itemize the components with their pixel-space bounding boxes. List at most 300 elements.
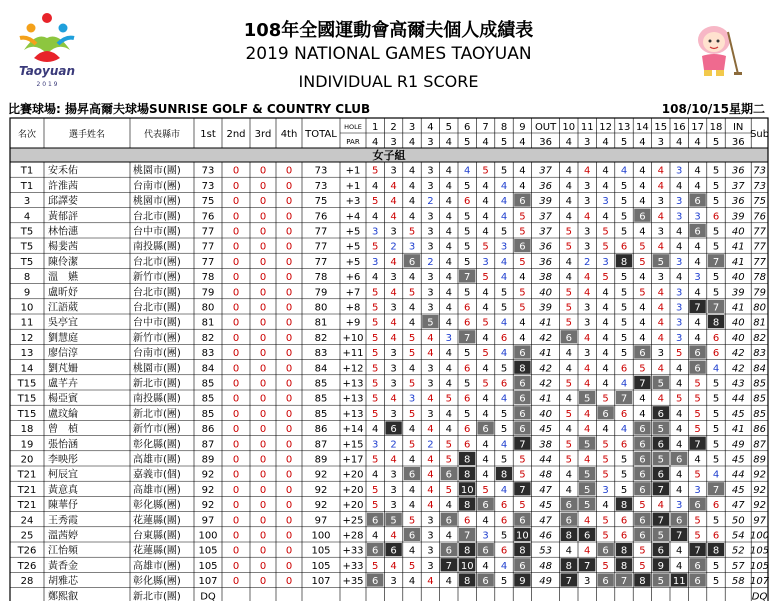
venue-label: 比賽球場: 揚昇高爾夫球場SUNRISE GOLF & COUNTRY CLUB xyxy=(8,102,371,116)
hole-score: 5 xyxy=(712,180,720,192)
hole-score: 4 xyxy=(482,469,489,481)
hole-score: 5 xyxy=(602,469,609,481)
hole-score: 5 xyxy=(602,226,609,238)
round-1-score: 77 xyxy=(201,226,215,238)
hole-score: 4 xyxy=(482,180,489,192)
hole-score: 4 xyxy=(427,454,434,466)
to-par: +17 xyxy=(342,454,364,466)
hole-score: 6 xyxy=(639,211,646,223)
hole-score: 4 xyxy=(657,287,664,299)
hole-score: 4 xyxy=(372,424,379,436)
hole-score: 4 xyxy=(657,211,664,223)
round-4-score: 0 xyxy=(285,500,293,512)
hole-score: 5 xyxy=(620,332,628,344)
hole-score: 3 xyxy=(584,302,591,314)
to-par: +9 xyxy=(345,317,361,329)
round-4-score: 0 xyxy=(285,226,293,238)
total-score: 85 xyxy=(314,378,328,390)
hole-score: 8 xyxy=(565,560,572,572)
player-rank: T15 xyxy=(17,408,37,420)
hole-score: 6 xyxy=(464,424,471,436)
player-city: 南投縣(團) xyxy=(133,393,181,405)
hole-score: 4 xyxy=(500,393,508,405)
hole-score: 4 xyxy=(482,408,489,420)
hole-score: 4 xyxy=(694,241,701,253)
in-score: 41 xyxy=(731,256,745,268)
hole-score: 3 xyxy=(482,256,489,268)
hole-score: 4 xyxy=(639,272,646,284)
hole-score: 4 xyxy=(620,165,628,177)
sub-total: 73 xyxy=(753,165,766,177)
out-score: 40 xyxy=(539,408,552,420)
hole-score: 5 xyxy=(620,287,628,299)
round-2-score: 0 xyxy=(232,256,240,268)
player-name: 許淮茜 xyxy=(48,180,78,192)
hole-score: 4 xyxy=(482,393,489,405)
total-score: 105 xyxy=(311,545,331,557)
hole-score: 5 xyxy=(427,317,434,329)
hole-score: 8 xyxy=(620,560,628,572)
hole-score: 4 xyxy=(712,469,720,481)
hole-score: 5 xyxy=(372,165,379,177)
hole-score: 7 xyxy=(464,332,471,344)
in-score: 58 xyxy=(731,576,745,588)
to-par: +10 xyxy=(342,332,364,344)
round-4-score: 0 xyxy=(285,211,293,223)
player-name: 邱譯荌 xyxy=(48,196,78,208)
hole-score: 4 xyxy=(657,317,664,329)
total-score: 85 xyxy=(314,408,328,420)
hole-score: 5 xyxy=(657,530,664,542)
in-score: 40 xyxy=(731,272,745,284)
player-city: 彰化縣(團) xyxy=(133,576,181,588)
player-rank: T21 xyxy=(17,469,37,481)
hole-score: 6 xyxy=(445,515,452,527)
hole-par: 3 xyxy=(584,137,591,148)
hole-par: 4 xyxy=(639,137,646,148)
hole-score: 4 xyxy=(565,469,572,481)
hole-score: 4 xyxy=(519,272,526,284)
to-par: +35 xyxy=(342,576,364,588)
total-score: 80 xyxy=(314,302,328,314)
hole-par: 4 xyxy=(602,137,609,148)
player-rank: 8 xyxy=(23,272,31,284)
to-par: +13 xyxy=(342,378,364,390)
hole-score: 5 xyxy=(712,515,720,527)
hole-score: 6 xyxy=(694,226,701,238)
hole-score: 5 xyxy=(694,469,701,481)
player-city: 南投縣(團) xyxy=(133,241,181,253)
player-name: 廖信淳 xyxy=(48,348,78,360)
hole-score: 5 xyxy=(500,408,508,420)
player-city: 新竹市(團) xyxy=(133,332,181,344)
col-header-round: 2nd xyxy=(226,129,246,140)
player-rank: 11 xyxy=(20,317,34,329)
hole-score: 6 xyxy=(500,545,508,557)
round-1-score: 89 xyxy=(201,454,215,466)
player-name: 林怡潓 xyxy=(48,226,78,238)
player-rank: 4 xyxy=(23,211,31,223)
hole-score: 6 xyxy=(482,576,489,588)
hole-score: 5 xyxy=(712,424,720,436)
hole-score: 5 xyxy=(620,317,628,329)
hole-score: 5 xyxy=(584,484,591,496)
round-4-score: 0 xyxy=(285,272,293,284)
hole-score: 4 xyxy=(427,393,434,405)
hole-score: 6 xyxy=(482,424,489,436)
hole-score: 5 xyxy=(372,500,379,512)
hole-score: 5 xyxy=(372,363,379,375)
player-rank: 25 xyxy=(20,530,34,542)
hole-score: 3 xyxy=(372,439,379,451)
round-3-score: 0 xyxy=(259,226,267,238)
hole-score: 4 xyxy=(445,226,452,238)
hole-score: 5 xyxy=(408,560,416,572)
to-par: +6 xyxy=(345,272,361,284)
total-score: 97 xyxy=(314,515,328,527)
round-2-score: 0 xyxy=(232,454,240,466)
hole-score: 4 xyxy=(584,515,591,527)
hole-score: 4 xyxy=(565,165,572,177)
round-1-score: 97 xyxy=(201,515,215,527)
out-score: 45 xyxy=(539,424,552,436)
sub-total: 85 xyxy=(753,408,766,420)
hole-number: 12 xyxy=(599,122,612,133)
hole-score: 8 xyxy=(464,545,471,557)
player-city: 高雄市(團) xyxy=(133,454,181,466)
hole-score: 6 xyxy=(712,348,720,360)
hole-score: 6 xyxy=(390,424,397,436)
round-3-score: 0 xyxy=(259,576,267,588)
hole-score: 5 xyxy=(584,393,591,405)
hole-score: 5 xyxy=(602,454,609,466)
hole-score: 4 xyxy=(482,515,489,527)
hole-score: 4 xyxy=(565,180,572,192)
hole-number: 11 xyxy=(580,122,594,133)
player-rank: 3 xyxy=(23,196,31,208)
hole-score: 8 xyxy=(519,363,526,375)
player-name: 吳亭宜 xyxy=(48,317,78,329)
hole-score: 5 xyxy=(519,454,526,466)
player-rank: 20 xyxy=(20,454,34,466)
hole-score: 6 xyxy=(390,545,397,557)
round-4-score: 0 xyxy=(285,241,293,253)
hole-score: 6 xyxy=(408,469,416,481)
hole-score: 5 xyxy=(482,317,489,329)
hole-score: 4 xyxy=(408,317,416,329)
hole-score: 5 xyxy=(639,363,646,375)
hole-score: 6 xyxy=(639,530,646,542)
round-3-score: 0 xyxy=(259,484,267,496)
col-header-city: 代表縣市 xyxy=(143,130,181,140)
player-city: 新北市(團) xyxy=(133,591,181,601)
hole-score: 7 xyxy=(694,545,701,557)
hole-score: 5 xyxy=(464,211,471,223)
player-name: 黃意真 xyxy=(48,484,78,496)
round-1-score: 73 xyxy=(201,180,215,192)
hole-score: 3 xyxy=(584,196,591,208)
player-rank: 9 xyxy=(23,287,31,299)
hole-score: 4 xyxy=(390,256,397,268)
hole-score: 5 xyxy=(712,454,720,466)
round-1-score: 84 xyxy=(201,363,215,375)
hole-score: 6 xyxy=(639,439,646,451)
hole-par: 4 xyxy=(372,137,379,148)
total-score: 92 xyxy=(314,500,328,512)
hole-score: 8 xyxy=(712,545,720,557)
hole-score: 6 xyxy=(639,348,646,360)
sub-total: 100 xyxy=(750,530,770,542)
player-rank: T26 xyxy=(17,560,37,572)
hole-score: 3 xyxy=(427,545,434,557)
hole-score: 4 xyxy=(445,348,452,360)
player-name: 劉芃姍 xyxy=(48,363,78,375)
hole-score: 5 xyxy=(639,287,646,299)
to-par: +33 xyxy=(342,560,364,572)
hole-score: 7 xyxy=(464,272,471,284)
hole-score: 2 xyxy=(390,439,397,451)
sub-total: 80 xyxy=(753,302,766,314)
hole-score: 5 xyxy=(712,560,720,572)
hole-par: 4 xyxy=(676,137,683,148)
hole-score: 7 xyxy=(565,576,572,588)
hole-score: 6 xyxy=(565,500,572,512)
hole-score: 3 xyxy=(390,363,397,375)
hole-score: 5 xyxy=(519,302,526,314)
hole-score: 3 xyxy=(602,484,609,496)
to-par: +12 xyxy=(342,363,364,375)
hole-score: 5 xyxy=(639,256,646,268)
player-rank: T1 xyxy=(20,165,34,177)
round-2-score: 0 xyxy=(232,408,240,420)
to-par: +13 xyxy=(342,393,364,405)
hole-score: 5 xyxy=(482,272,489,284)
hole-score: 10 xyxy=(460,484,474,496)
hole-score: 5 xyxy=(482,348,489,360)
round-3-score: 0 xyxy=(259,363,267,375)
hole-score: 5 xyxy=(565,226,572,238)
round-2-score: 0 xyxy=(232,530,240,542)
hole-score: 10 xyxy=(460,560,474,572)
player-city: 花蓮縣(團) xyxy=(133,515,181,527)
hole-score: 5 xyxy=(482,165,489,177)
sub-total: 82 xyxy=(753,332,766,344)
hole-score: 5 xyxy=(657,454,664,466)
hole-score: 5 xyxy=(584,500,591,512)
hole-score: 5 xyxy=(657,576,664,588)
hole-score: 4 xyxy=(427,348,434,360)
hole-score: 8 xyxy=(519,545,526,557)
sub-total: 75 xyxy=(753,196,766,208)
round-3-score: 0 xyxy=(259,241,267,253)
total-score: 75 xyxy=(314,196,328,208)
round-2-score: 0 xyxy=(232,393,240,405)
round-4-score: 0 xyxy=(285,378,293,390)
hole-score: 4 xyxy=(372,272,379,284)
player-city: 台北市(團) xyxy=(133,302,181,314)
to-par: +20 xyxy=(342,469,364,481)
out-score: 36 xyxy=(539,180,552,192)
hole-score: 4 xyxy=(565,363,572,375)
hole-score: 4 xyxy=(408,363,416,375)
hole-score: 8 xyxy=(620,545,628,557)
hole-score: 4 xyxy=(676,226,683,238)
hole-number: 9 xyxy=(519,122,526,133)
round-3-score: 0 xyxy=(259,348,267,360)
hole-score: 5 xyxy=(694,378,701,390)
hole-score: 4 xyxy=(372,469,379,481)
hole-score: 4 xyxy=(427,424,434,436)
round-1-score: 85 xyxy=(201,393,215,405)
hole-score: 4 xyxy=(408,272,416,284)
sub-total: 81 xyxy=(753,317,766,329)
hole-score: 3 xyxy=(390,302,397,314)
hole-score: 9 xyxy=(657,560,664,572)
round-3-score: 0 xyxy=(259,393,267,405)
hole-score: 3 xyxy=(676,165,683,177)
out-score: 37 xyxy=(539,226,552,238)
hole-score: 3 xyxy=(584,576,591,588)
hole-score: 5 xyxy=(500,454,508,466)
round-4-score: 0 xyxy=(285,530,293,542)
total-score: 77 xyxy=(314,256,328,268)
round-2-score: 0 xyxy=(232,332,240,344)
col-header-total: TOTAL xyxy=(305,129,337,140)
hole-score: 4 xyxy=(390,287,397,299)
total-score: 79 xyxy=(314,287,328,299)
round-1-score: 80 xyxy=(201,302,215,314)
out-score: 53 xyxy=(539,545,552,557)
player-city: 桃園市(團) xyxy=(133,165,181,177)
hole-score: 5 xyxy=(694,393,701,405)
hole-score: 4 xyxy=(427,469,434,481)
in-score: 45 xyxy=(731,454,745,466)
hole-score: 5 xyxy=(602,530,609,542)
total-score: 87 xyxy=(314,439,328,451)
hole-score: 4 xyxy=(676,560,683,572)
hole-score: 4 xyxy=(602,348,609,360)
hole-score: 4 xyxy=(602,180,609,192)
hole-score: 4 xyxy=(482,439,489,451)
out-score: 48 xyxy=(539,560,552,572)
in-score: 36 xyxy=(731,165,745,177)
hole-score: 5 xyxy=(676,348,683,360)
hole-score: 3 xyxy=(408,241,416,253)
player-name: 盧玟綸 xyxy=(48,408,78,420)
hole-score: 4 xyxy=(676,469,683,481)
hole-score: 7 xyxy=(676,530,683,542)
player-rank: T5 xyxy=(20,226,34,238)
hole-score: 6 xyxy=(372,545,379,557)
hole-score: 4 xyxy=(657,363,664,375)
round-1-score: 105 xyxy=(198,545,218,557)
hole-score: 4 xyxy=(427,484,434,496)
hole-score: 4 xyxy=(602,332,609,344)
out-score: 47 xyxy=(539,484,552,496)
in-score: 41 xyxy=(731,302,745,314)
round-4-score: 0 xyxy=(285,363,293,375)
round-3-score: 0 xyxy=(259,256,267,268)
hole-score: 3 xyxy=(427,272,434,284)
hole-score: 3 xyxy=(694,484,701,496)
player-rank: T1 xyxy=(20,180,34,192)
player-city: 台南市(團) xyxy=(133,348,181,360)
hole-score: 4 xyxy=(639,226,646,238)
hole-score: 6 xyxy=(565,332,572,344)
hole-score: 5 xyxy=(372,332,379,344)
hole-score: 3 xyxy=(390,408,397,420)
round-2-score: 0 xyxy=(232,560,240,572)
hole-score: 6 xyxy=(519,348,526,360)
hole-score: 6 xyxy=(408,530,416,542)
player-name: 楊亞賓 xyxy=(48,393,78,405)
hole-score: 4 xyxy=(676,241,683,253)
player-rank: T5 xyxy=(20,256,34,268)
out-score: 36 xyxy=(539,241,552,253)
hole-score: 4 xyxy=(408,165,416,177)
in-score: 52 xyxy=(731,545,745,557)
to-par: +3 xyxy=(345,196,361,208)
player-city: 台南市(團) xyxy=(133,180,181,192)
hole-score: 6 xyxy=(694,500,701,512)
hole-score: 4 xyxy=(657,332,664,344)
hole-par: 5 xyxy=(712,137,720,148)
hole-score: 6 xyxy=(620,241,628,253)
player-city: 新竹市(團) xyxy=(133,424,181,436)
hole-score: 3 xyxy=(427,530,434,542)
hole-score: 6 xyxy=(519,393,526,405)
out-score: 42 xyxy=(539,363,552,375)
round-3-score: 0 xyxy=(259,317,267,329)
hole-score: 5 xyxy=(620,211,628,223)
hole-score: 6 xyxy=(519,408,526,420)
hole-score: 5 xyxy=(372,317,379,329)
hole-score: 4 xyxy=(500,439,508,451)
hole-score: 5 xyxy=(408,378,416,390)
hole-score: 3 xyxy=(657,196,664,208)
hole-score: 5 xyxy=(445,439,452,451)
hole-score: 4 xyxy=(694,256,701,268)
sub-total: 79 xyxy=(753,287,766,299)
sub-total: 105 xyxy=(750,560,770,572)
round-1-score: 107 xyxy=(198,576,218,588)
hole-score: 8 xyxy=(464,576,471,588)
out-score: 37 xyxy=(539,165,552,177)
hole-score: 4 xyxy=(639,165,646,177)
hole-score: 4 xyxy=(482,287,489,299)
hole-score: 4 xyxy=(427,500,434,512)
hole-score: 6 xyxy=(639,424,646,436)
hole-score: 8 xyxy=(712,317,720,329)
round-2-score: 0 xyxy=(232,500,240,512)
hole-score: 6 xyxy=(694,363,701,375)
par-in: 36 xyxy=(731,137,745,148)
hole-score: 5 xyxy=(390,515,397,527)
player-city: 新竹市(團) xyxy=(133,272,181,284)
hole-score: 5 xyxy=(464,180,471,192)
col-header-out: OUT xyxy=(534,122,557,133)
hole-score: 3 xyxy=(390,165,397,177)
in-score: 41 xyxy=(731,241,745,253)
hole-score: 5 xyxy=(445,484,452,496)
hole-score: 7 xyxy=(712,484,720,496)
out-score: 45 xyxy=(539,500,552,512)
total-score: 107 xyxy=(311,576,331,588)
hole-score: 8 xyxy=(500,469,508,481)
total-score: 73 xyxy=(314,165,328,177)
hole-number: 2 xyxy=(390,122,397,133)
hole-score: 6 xyxy=(712,530,720,542)
